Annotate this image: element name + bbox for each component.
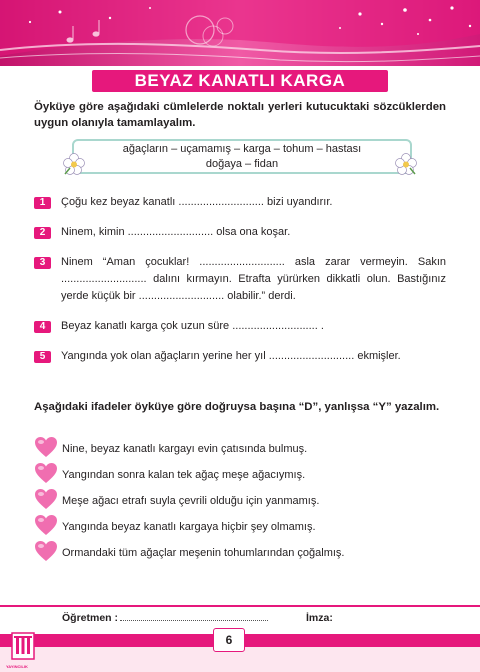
footer-divider [0, 605, 480, 607]
true-false-statement: Yangından sonra kalan tek ağaç meşe ağacıymış. [62, 469, 306, 481]
teacher-signature-line [120, 620, 268, 621]
word-box-line-2: doğaya – fidan [205, 157, 279, 170]
heart-icon [34, 540, 58, 562]
true-false-statement: Nine, beyaz kanatlı kargayı evin çatısında bulmuş. [62, 443, 308, 455]
publisher-logo-icon [8, 631, 38, 667]
true-false-statement: Ormandaki tüm ağaçlar meşenin tohumlarından çoğalmış. [62, 547, 345, 559]
word-box-line-1: ağaçların – uçamamış – karga – tohum – hastası [122, 143, 362, 155]
fill-item-text: Beyaz kanatlı karga çok uzun süre ............................ . [61, 320, 324, 332]
heart-icon [34, 488, 58, 510]
fill-item-text: Yangında yok olan ağaçların yerine her yıl ............................ ekmişler. [61, 350, 401, 362]
page-number: 6 [213, 628, 245, 652]
fill-item-text: Çoğu kez beyaz kanatlı ............................ bizi uyandırır. [61, 196, 333, 208]
word-box [72, 139, 412, 174]
true-false-statement: Yangında beyaz kanatlı kargaya hiçbir şey olmamış. [62, 521, 316, 533]
item-number-badge: 3 [34, 257, 51, 269]
header-banner [0, 0, 480, 66]
page-title: BEYAZ KANATLI KARGA [92, 70, 388, 92]
item-number-badge: 5 [34, 351, 51, 363]
item-number-badge: 4 [34, 321, 51, 333]
instruction-fill: Öyküye göre aşağıdaki cümlelerde noktalı yerleri kutucuktaki sözcüklerden uygun olanıyla tamamlayalım. [34, 101, 446, 129]
publisher-name: YAYINCILIK [6, 664, 28, 669]
item-number-badge: 2 [34, 227, 51, 239]
item-number-badge: 1 [34, 197, 51, 209]
flower-icon [62, 152, 86, 176]
instruction-true-false: Aşağıdaki ifadeler öyküye göre doğruysa başına “D”, yanlışsa “Y” yazalım. [34, 401, 440, 413]
teacher-label: Öğretmen : [62, 612, 119, 624]
heart-icon [34, 462, 58, 484]
true-false-statement: Meşe ağacı etrafı suyla çevrili olduğu için yanmamış. [62, 495, 320, 507]
signature-label: İmza: [306, 612, 333, 624]
heart-icon [34, 436, 58, 458]
fill-item-text: Ninem, kimin ............................ olsa ona koşar. [61, 226, 291, 238]
flower-icon [394, 152, 418, 176]
heart-icon [34, 514, 58, 536]
fill-item-text: Ninem “Aman çocuklar! ............................ asla zarar vermeyin. Sakın ............................ dalını kırmayın. Etrafta yürürken dikkatli olun. Bastığınız yerde küçük bir ............................ olabilir.” derdi. [61, 256, 446, 302]
